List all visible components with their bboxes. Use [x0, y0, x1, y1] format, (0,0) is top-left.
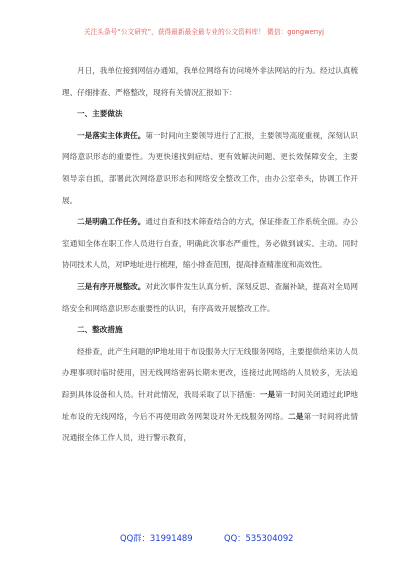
practice-item-3-text: 对此次事件发生认真分析、深刻反思、查漏补缺，提高对全局网络安全和网络意识形态重要性的认识，有序高效开展整改工作。 — [62, 281, 359, 313]
practice-item-3-lead: 三是有序开展整改。 — [77, 281, 146, 291]
measure-1-lead: 一是 — [259, 389, 276, 399]
document-body — [62, 60, 358, 449]
footer-qq-group: QQ群：31991489 — [120, 533, 193, 543]
practice-item-2-text: 通过自查和技术筛查结合的方式，保证排查工作系统全面。办公室通知全体在职工作人员进行自查，明确此次事态严重性，务必做到诚实、主动。同时协同技术人员，对IP地址进行梳理，缩小排查范围，提高排查精准度和高效性。 — [62, 217, 359, 270]
intro-paragraph: 月日，我单位接到网信办通知，我单位网络有访问境外非法网站的行为。经过认真梳理、仔细排查、严格整改，现将有关情况汇报如下： — [62, 66, 358, 97]
measures-intro-text: 经排查，此产生问题的IP地址用于布设服务大厅无线服务网络，主要提供给来访人员办理事项时临时使用，因无线网络密码长期未更改，连接过此网络的人员较多，无法追踪到具体设备和人员。针对此情况，我局采取了以下措施： — [62, 346, 358, 399]
measures-paragraph — [62, 341, 358, 449]
measure-2-lead: 二是 — [288, 411, 304, 421]
practice-item-1 — [62, 125, 358, 211]
section-heading-rectification: 二、整改措施 — [77, 325, 123, 335]
practice-item-2 — [62, 211, 358, 276]
section-heading-main-practices: 一、主要做法 — [77, 109, 123, 119]
practice-item-2-lead: 二是明确工作任务。 — [77, 217, 146, 227]
practice-item-1-text: 第一时间向主要领导进行了汇报，主要领导高度重视，深刻认识网络意识形态的重要性。为更快速找到症结、更有效解决问题、更长效保障安全，主要领导亲自抓，部署此次网络意识形态和网络安全整改工作，由办公室牵头，协调工作开展。 — [62, 130, 359, 205]
measure-2-text: 第一时间将此情况通报全体工作人员，进行警示教育， — [62, 411, 359, 443]
practice-item-3 — [62, 276, 358, 319]
footer-qq-number: QQ：535304092 — [224, 533, 294, 543]
practice-item-1-lead: 一是落实主体责任。 — [77, 130, 146, 140]
measure-1-text: 第一时间关闭通过此IP地址布设的无线网络，今后不再使用政务网架设对外无线服务网络。 — [62, 389, 359, 421]
header-promo-note: 关注头条号“公文研究”，获得最新最全最专业的公文资料库！ 微信：gongwenyj — [83, 28, 325, 36]
